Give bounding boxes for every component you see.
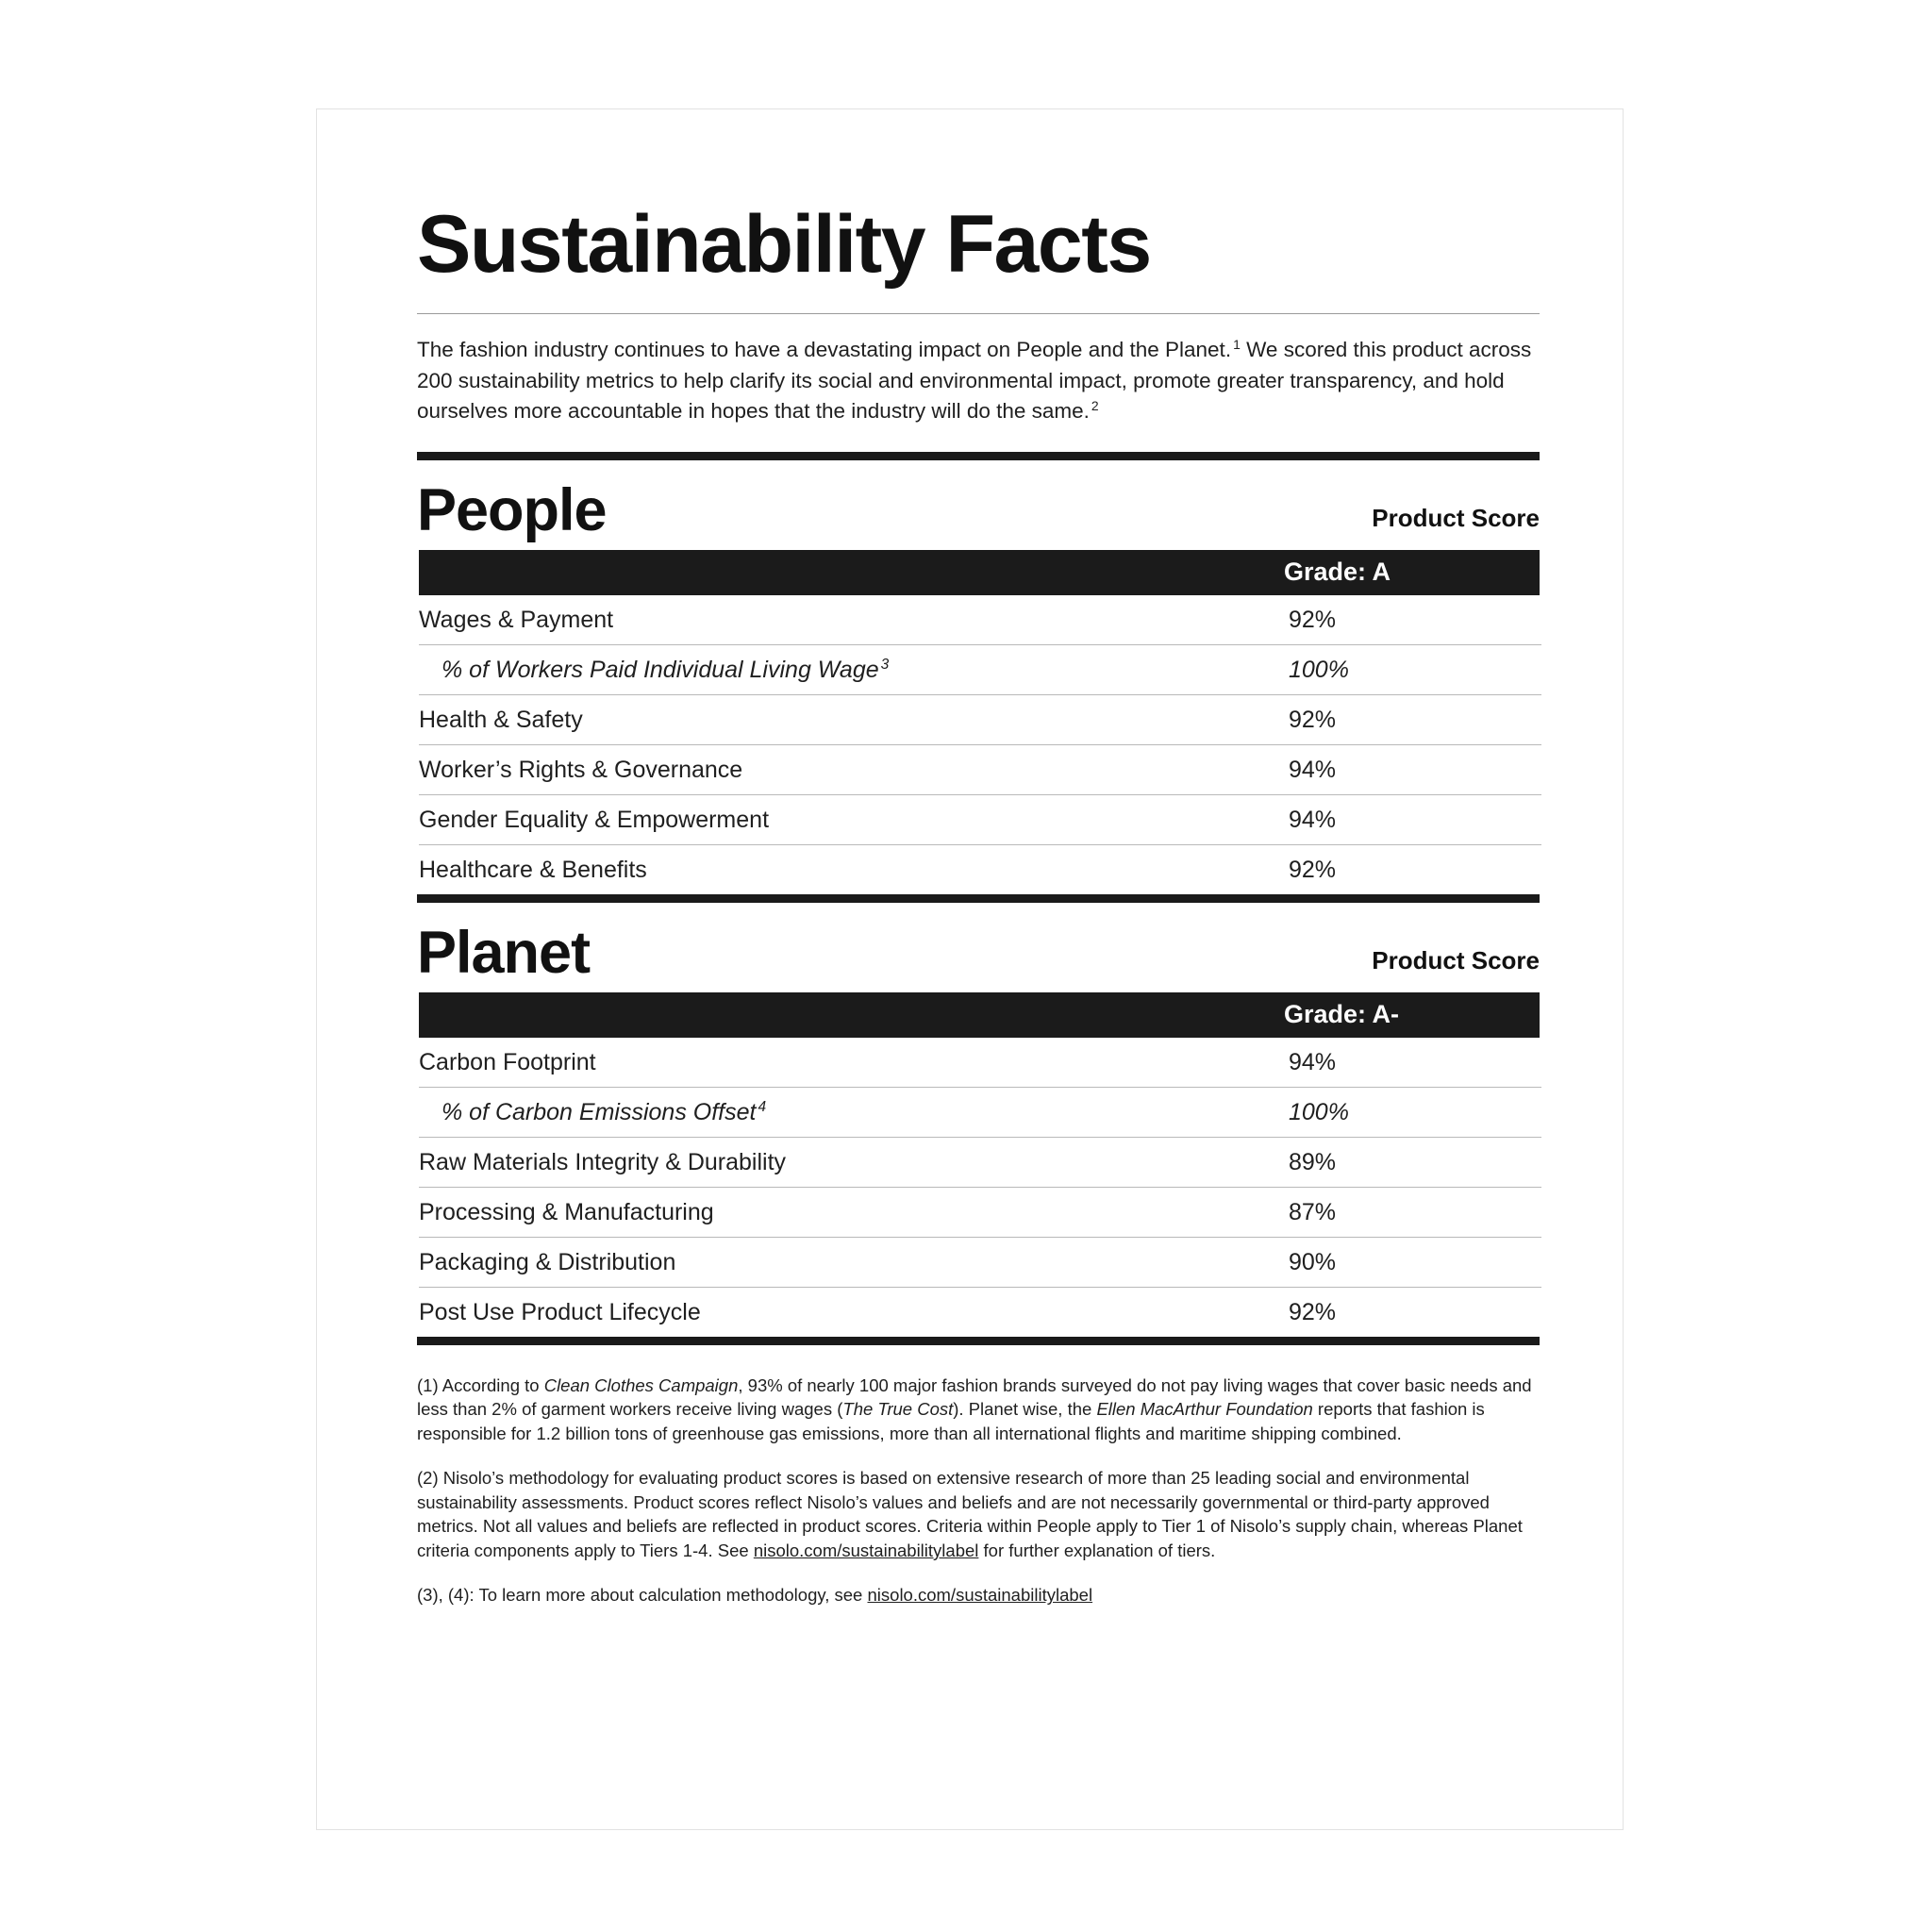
table-row [419,1137,1541,1187]
metric-value: 90% [1289,1237,1541,1287]
planet-section-bottom-rule [417,1337,1540,1345]
metric-label: Healthcare & Benefits [419,856,647,883]
metric-value: 94% [1289,744,1541,794]
section-planet [417,903,1540,1345]
metric-label: Gender Equality & Empowerment [419,794,1289,844]
people-metrics-body [419,595,1541,894]
footnote-1-text-d: reports that fashion is responsible for 1.2 billion tons of greenhouse gas emissions, more than all international flights and maritime shipping combined. [417,1399,1485,1443]
table-row [419,595,1541,645]
planet-header [417,903,1540,992]
people-section-top-rule [417,452,1540,460]
footnote-2-text-a: (2) Nisolo’s methodology for evaluating product scores is based on extensive research of more than 25 leading social and environmental sustainability assessments. Product scores reflect Nisolo’s values and beliefs and are not necessarily governmental or third-party approved metrics. Not all values and beliefs are reflected in product scores. Criteria within People apply to Tier 1 of Nisolo’s supply chain, whereas Planet criteria components apply to Tiers 1-4. See [417,1468,1523,1560]
footnote-3-text-a: (3), (4): To learn more about calculation methodology, see [417,1585,868,1606]
table-row [419,1038,1541,1088]
footnote-1-text-b: , 93% of nearly 100 major fashion brands surveyed do not pay living wages that cover basic needs and less than 2% of garment workers receive living wages ( [417,1374,1532,1420]
table-row [419,1237,1541,1287]
footnote-2 [417,1466,1540,1562]
table-row [419,844,1541,894]
metric-value: 94% [1289,1038,1541,1088]
table-row [419,744,1541,794]
metric-label [419,1087,1289,1137]
intro-paragraph [417,335,1540,427]
metric-value: 100% [1289,644,1541,694]
metric-label [419,644,1289,694]
footnote-1-text-a: (1) According to [417,1374,544,1395]
footnote-1-text-c: ). Planet wise, the [953,1399,1097,1420]
metric-label: Raw Materials Integrity & Durability [419,1137,1289,1187]
metric-value: 89% [1289,1137,1541,1187]
planet-grade-bar [419,992,1540,1038]
footnote-3 [417,1583,1540,1607]
footnote-ref-1: 1 [1233,336,1241,352]
table-row [419,1187,1541,1237]
page-title: Sustainability Facts [417,199,1151,290]
metric-value: 87% [1289,1187,1541,1237]
people-grade-text: Grade: A [1284,558,1391,587]
people-score-label: Product Score [1372,503,1540,532]
footnote-1-em-1: Clean Clothes Campaign [543,1374,739,1395]
table-row [419,644,1541,694]
metric-label: Wages & Payment [419,595,1289,645]
people-title: People [417,476,607,543]
people-metrics-table [419,595,1541,894]
metric-value: 92% [1289,694,1541,744]
intro-text-a: The fashion industry continues to have a devastating impact on People and the Planet. [417,338,1232,361]
planet-title: Planet [417,919,591,986]
table-row [419,694,1541,744]
planet-grade-text: Grade: A- [1284,1000,1400,1029]
document-content [417,199,1540,1628]
people-grade-bar [419,550,1540,595]
intro-text-b: We scored this product across 200 sustainability metrics to help clarify its social and environmental impact, promote greater transparency, and hold ourselves more accountable in hopes that the industry will do the same. [417,338,1532,424]
metric-label: Processing & Manufacturing [419,1187,1289,1237]
footnote-1-em-3: Ellen MacArthur Foundation [1096,1399,1313,1420]
metric-value: 92% [1289,595,1541,645]
footnote-ref-2: 2 [1091,397,1099,413]
footnotes [417,1374,1540,1607]
footnote-1 [417,1374,1540,1446]
metric-label: Health & Safety [419,694,1289,744]
footnote-ref-3: 3 [880,656,890,673]
document-sheet [316,108,1624,1830]
people-section-bottom-rule [417,894,1540,903]
table-row [419,1287,1541,1337]
metric-label-text: % of Carbon Emissions Offset [441,1098,757,1125]
planet-metrics-table [419,1038,1541,1337]
table-row [419,794,1541,844]
sustainability-label-link[interactable]: nisolo.com/sustainabilitylabel [753,1540,979,1560]
metric-value: 100% [1289,1087,1541,1137]
metric-label: Worker’s Rights & Governance [419,744,1289,794]
metric-value: 94% [1289,794,1541,844]
planet-score-label: Product Score [1372,945,1540,974]
footnote-1-em-2: The True Cost [842,1399,954,1420]
title-divider [417,313,1540,314]
metric-label-text: % of Workers Paid Individual Living Wage [441,656,879,683]
footnote-2-text-b: for further explanation of tiers. [978,1540,1216,1560]
planet-metrics-body [419,1038,1541,1337]
table-row [419,1087,1541,1137]
metric-value: 92% [1289,856,1337,883]
people-header [417,460,1540,550]
metric-label: Post Use Product Lifecycle [419,1298,701,1325]
metric-value: 92% [1289,1298,1337,1325]
sustainability-label-link-2[interactable]: nisolo.com/sustainabilitylabel [867,1585,1093,1606]
metric-label: Packaging & Distribution [419,1237,1289,1287]
metric-label: Carbon Footprint [419,1038,1289,1088]
footnote-ref-4: 4 [758,1098,767,1115]
section-people [417,460,1540,903]
